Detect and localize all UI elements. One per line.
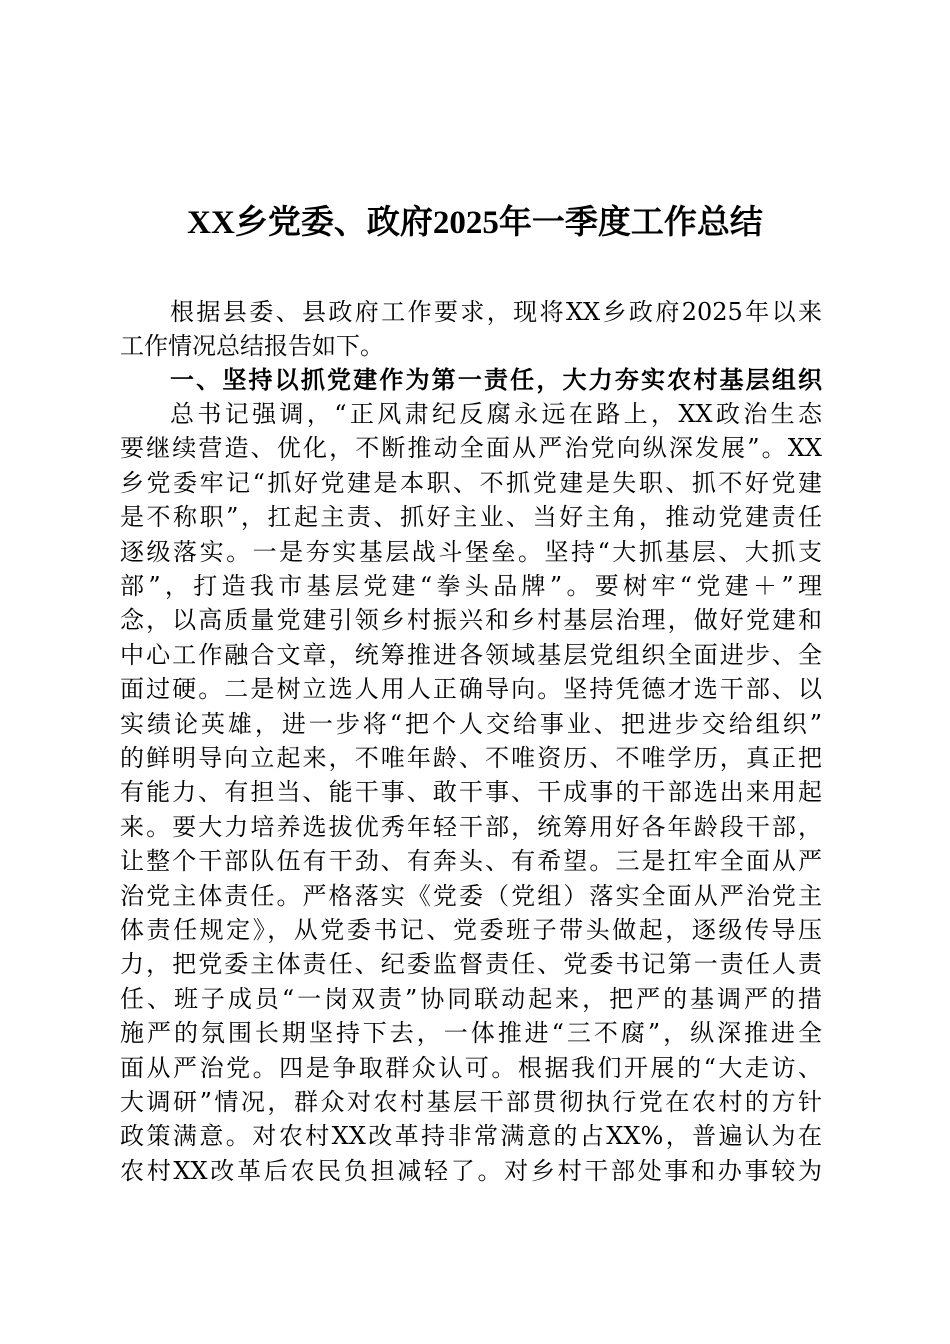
- body-line: 的鲜明导向立起来，不唯年龄、不唯资历、不唯学历，真正把: [120, 744, 822, 772]
- body-line: 要继续营造、优化，不断推动全面从严治党向纵深发展”。XX: [120, 434, 822, 463]
- body-line: 面从严治党。四是争取群众认可。根据我们开展的“大走访、: [120, 1053, 822, 1082]
- body-line: 体责任规定》，从党委书记、党委班子带头做起，逐级传导压: [120, 916, 822, 944]
- body-line: 有能力、有担当、能干事、敢干事、干成事的干部选出来用起: [120, 778, 822, 807]
- body-line: 逐级落实。一是夯实基层战斗堡垒。坚持“大抓基层、大抓支: [120, 537, 822, 566]
- body-line: 农村XX改革后农民负担减轻了。对乡村干部处事和办事较为: [120, 1156, 822, 1185]
- body-line: 面过硬。二是树立选人用人正确导向。坚持凭德才选干部、以: [120, 675, 822, 704]
- body-line: 是不称职”，扛起主责、抓好主业、当好主角，推动党建责任: [120, 503, 822, 532]
- body-line: 施严的氛围长期坚持下去，一体推进“三不腐”，纵深推进全: [120, 1019, 822, 1048]
- body-line: 总书记强调，“正风肃纪反腐永远在路上，XX政治生态: [170, 400, 822, 428]
- document-title: XX乡党委、政府2025年一季度工作总结: [187, 205, 763, 241]
- intro-line: 根据县委、县政府工作要求，现将XX乡政府2025年以来: [170, 298, 822, 326]
- body-line: 部”，打造我市基层党建“拳头品牌”。要树牢“党建＋”理: [120, 572, 822, 600]
- body-line: 力，把党委主体责任、纪委监督责任、党委书记第一责任人责: [120, 950, 822, 979]
- body-line: 治党主体责任。严格落实《党委（党组）落实全面从严治党主: [120, 881, 822, 910]
- body-line: 大调研”情况，群众对农村基层干部贯彻执行党在农村的方针: [120, 1088, 822, 1116]
- body-line: 实绩论英雄，进一步将“把个人交给事业、把进步交给组织”: [120, 709, 822, 738]
- body-line: 中心工作融合文章，统筹推进各领域基层党组织全面进步、全: [120, 640, 822, 669]
- body-line: 来。要大力培养选拔优秀年轻干部，统筹用好各年龄段干部，: [120, 812, 822, 841]
- body-line: 任、班子成员“一岗双责”协同联动起来，把严的基调严的措: [120, 984, 822, 1013]
- body-line: 让整个干部队伍有干劲、有奔头、有希望。三是扛牢全面从严: [120, 847, 822, 876]
- section-heading: 一、坚持以抓党建作为第一责任，大力夯实农村基层组织: [170, 366, 822, 394]
- body-line: 政策满意。对农村XX改革持非常满意的占XX%，普遍认为在: [120, 1122, 822, 1151]
- body-line: 念，以高质量党建引领乡村振兴和乡村基层治理，做好党建和: [120, 606, 822, 635]
- body-line: 乡党委牢记“抓好党建是本职、不抓党建是失职、抓不好党建: [120, 468, 822, 497]
- intro-line: 工作情况总结报告如下。: [120, 332, 384, 360]
